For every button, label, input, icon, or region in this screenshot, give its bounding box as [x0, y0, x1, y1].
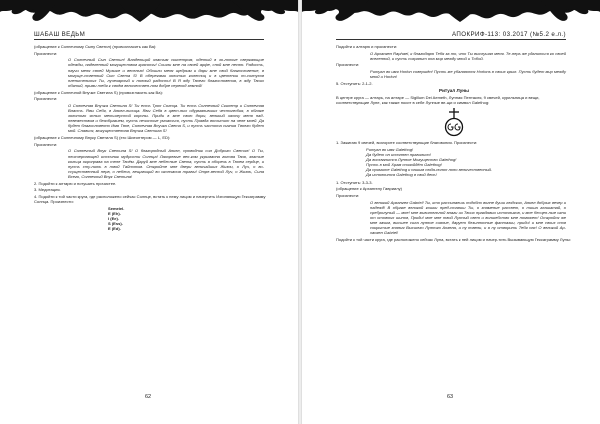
text-line: В центре круга — алтарь, на алтаре — Sigillum Dei Aemeth, Лунная Пентакля, 9 свечей, курильница и вещи, соответствующие Луне, как также носит в себе Лунные ве-щи и символ Galethog:: [336, 95, 540, 106]
list-item: E (Eh).: [108, 210, 121, 216]
text-line: Подойти к той части круга, где расположено сейчас Луна, встать к ней лицом и начер-тить Вызывающую Гексаграмму Луны:: [336, 236, 571, 242]
text-line: Произнести:: [34, 50, 58, 56]
chant-line: Да исполнится Galethog в свой день!: [366, 172, 437, 178]
step-line: 2. Подойти к алтарю и потушить прочистее.: [34, 180, 117, 186]
right-page-body: [336, 44, 572, 244]
invocation-paragraph: О Солнечный Внук Светила S! О благородный Анкел, проводник сил Доброго Светил! О Ты, неисчерпающей источник мудрости Солнца! Лазоревые вен-ком укрыванна голова Твоя, златые кольца окроправа на теле Твоём. Даруй мне небесные Света, пусть я оборечь в Твоем сердце, и пусть сту-пить в твой Тайнотом. Откройте мне двери величайших Жизни, о Луч, о во-ссущественный нерв, о небеса, вещающий во окончания травы! Отре-весной Луч, о Жизнь, Сила Всего, Солнечный Внук Светила!: [68, 148, 264, 179]
invocation-paragraph: О Архангел Raphael, к благодарю Тебя за то, что Ты выслушал меня. Те-перь же удалиться ко своей вселенной, и пусть сохранит она мир между мной и Тобой.: [370, 50, 566, 61]
text-line: Произнести:: [34, 141, 58, 147]
page-number-right: 63: [447, 394, 454, 400]
chant-block: [336, 147, 572, 178]
running-header-left: ШАБАШ ВЕДЬМ: [34, 31, 264, 40]
invocation-paragraph: О Солнечный Сын Светил! Владеющий златым скипетром, одетый в зо-лотые сверкающие одежды, наделенный могуществом красоты! Сошли мне на своей арфе, спой мне песню. Радость, научи меня своей Музыке и веселью! Обошли меня щедрым и дари мне свой благословение, в могуще-ственный Сын Света S! В оберегами золотых колесниц и в цветении по-солнухов пленительных Ты, лучезарный и полный радости! В Я жду Твоего благословения, в жду Твоих обятий, прими тебя к своём величествен-ном добре переход земной!: [68, 57, 264, 88]
chant-line: Пусть в мой Храм снизойдёт Galethog!: [366, 162, 442, 168]
chant-line: Ритуал во имя Galethog!: [366, 147, 414, 152]
list-item: I (Ee).: [108, 215, 120, 221]
step-line: 1. Зажигаю 9 свечей, возгорите соответствующие благовония. Произнести:: [336, 140, 478, 146]
divine-names-list: [34, 206, 270, 231]
page-number-left: 62: [145, 394, 152, 400]
ornament-header-left: [0, 0, 298, 26]
step-line: 1. Отступить: 3-3-3.: [336, 179, 373, 185]
running-header-right: АПОКРИФ-113: 03.2017 (№5.2 е.л.): [336, 31, 566, 40]
left-page-body: [34, 44, 270, 231]
step-line: 5. Отступить: 2-1-2.: [336, 80, 373, 86]
left-page: [0, 0, 298, 424]
text-line: (обращение к Солнечному Внуку Светила S) (его Шиеоптером — L, ED):: [34, 135, 171, 141]
list-item: E (Ed).: [108, 226, 121, 232]
list-item: Semeiel.: [108, 205, 125, 211]
text-line: Произнести:: [34, 96, 58, 102]
text-line: (обращение к Солнечному Сыну Светил) (провозгласить как Ba):: [34, 44, 157, 49]
text-line: Произнести:: [336, 192, 360, 198]
text-line: (обращение к Архангелу Гавриилу): [336, 186, 402, 192]
text-line: Произнести:: [336, 62, 360, 68]
galethog-sigil-icon: [441, 107, 467, 137]
step-line: 3. Медитация.: [34, 187, 61, 193]
chant-line: Да примите Galethog к нашим сюда-полон лоно величественный.: [366, 167, 493, 173]
invocation-paragraph: Ритуал во имя Horlon совершён! Пусть же убалаются Horlons в своих крыл. Пусть будет мир между мной и Horlon!: [370, 69, 566, 80]
invocation-paragraph: О великий Архангел Gabriel! Ты, кто рассыпаешь подобно волне души людских, Анкел добрых вечер и надежд! В образе великой кошки пред-ставиш Ты, о знамение рассвет, о тиша глашатай, о сребролуный — мне! мне живительной влаги из Твоих праздавых источников, и мне бесцен-ные огни от отовных шипов, Приди! мне мне твой Лунный свет и волшебство мне поможет! Откройся же мне зачим, высшее сила лунное сияние, дарует безилпонные фантазии, приди! и мне своих снов сокрытые знания Высшего Лунного Ангела, и ну повели, и я ну отворить Тебя нас! О великий Ар-хангел Gabriel!: [370, 199, 566, 236]
right-page: [302, 0, 600, 424]
section-title: Ритуал Луны: [439, 88, 469, 94]
chant-line: Да будет он исполнен правильно!: [366, 152, 431, 158]
step-line: 4. Подойти к той части круга, где расположено сейчас Солнце, встать к нему лицом и начертить Изгоняющую Гексаграмму Солнца. Произнести:: [34, 193, 266, 205]
text-line: (обращение к Солнечной Внучке Светила S) (провозгласить как Ba):: [34, 89, 163, 95]
chant-line: Да восхвалится Лунное Могущество Galethog!: [366, 157, 457, 163]
list-item: S (Ess).: [108, 221, 123, 227]
text-line: Подойти к алтарю и произнести:: [336, 44, 398, 49]
ornament-header-right: [302, 0, 600, 26]
invocation-paragraph: О Солнечная Внучка Светила S! Ты есть Трон Солнца. Ты есть Солнечный Скипетр и Солнечная Власть. Явы Себя, в Анкел-льница. Явы Себя в цвет-ных одурманивших честолюбия, в облаке золотого ясных меньшеустой короны. Приди в мне свою доры, великий захочу меня над-невежеством и безобразием, пусть нечистые умчаться, пусть Правда восхитит на челе моей. Да будет благословенно Имя Твое, Солнечная Внучка Света S, и пусть частота сияния Твоего будет мой. Славься, могущественная Внучка Светила S!: [68, 102, 264, 134]
